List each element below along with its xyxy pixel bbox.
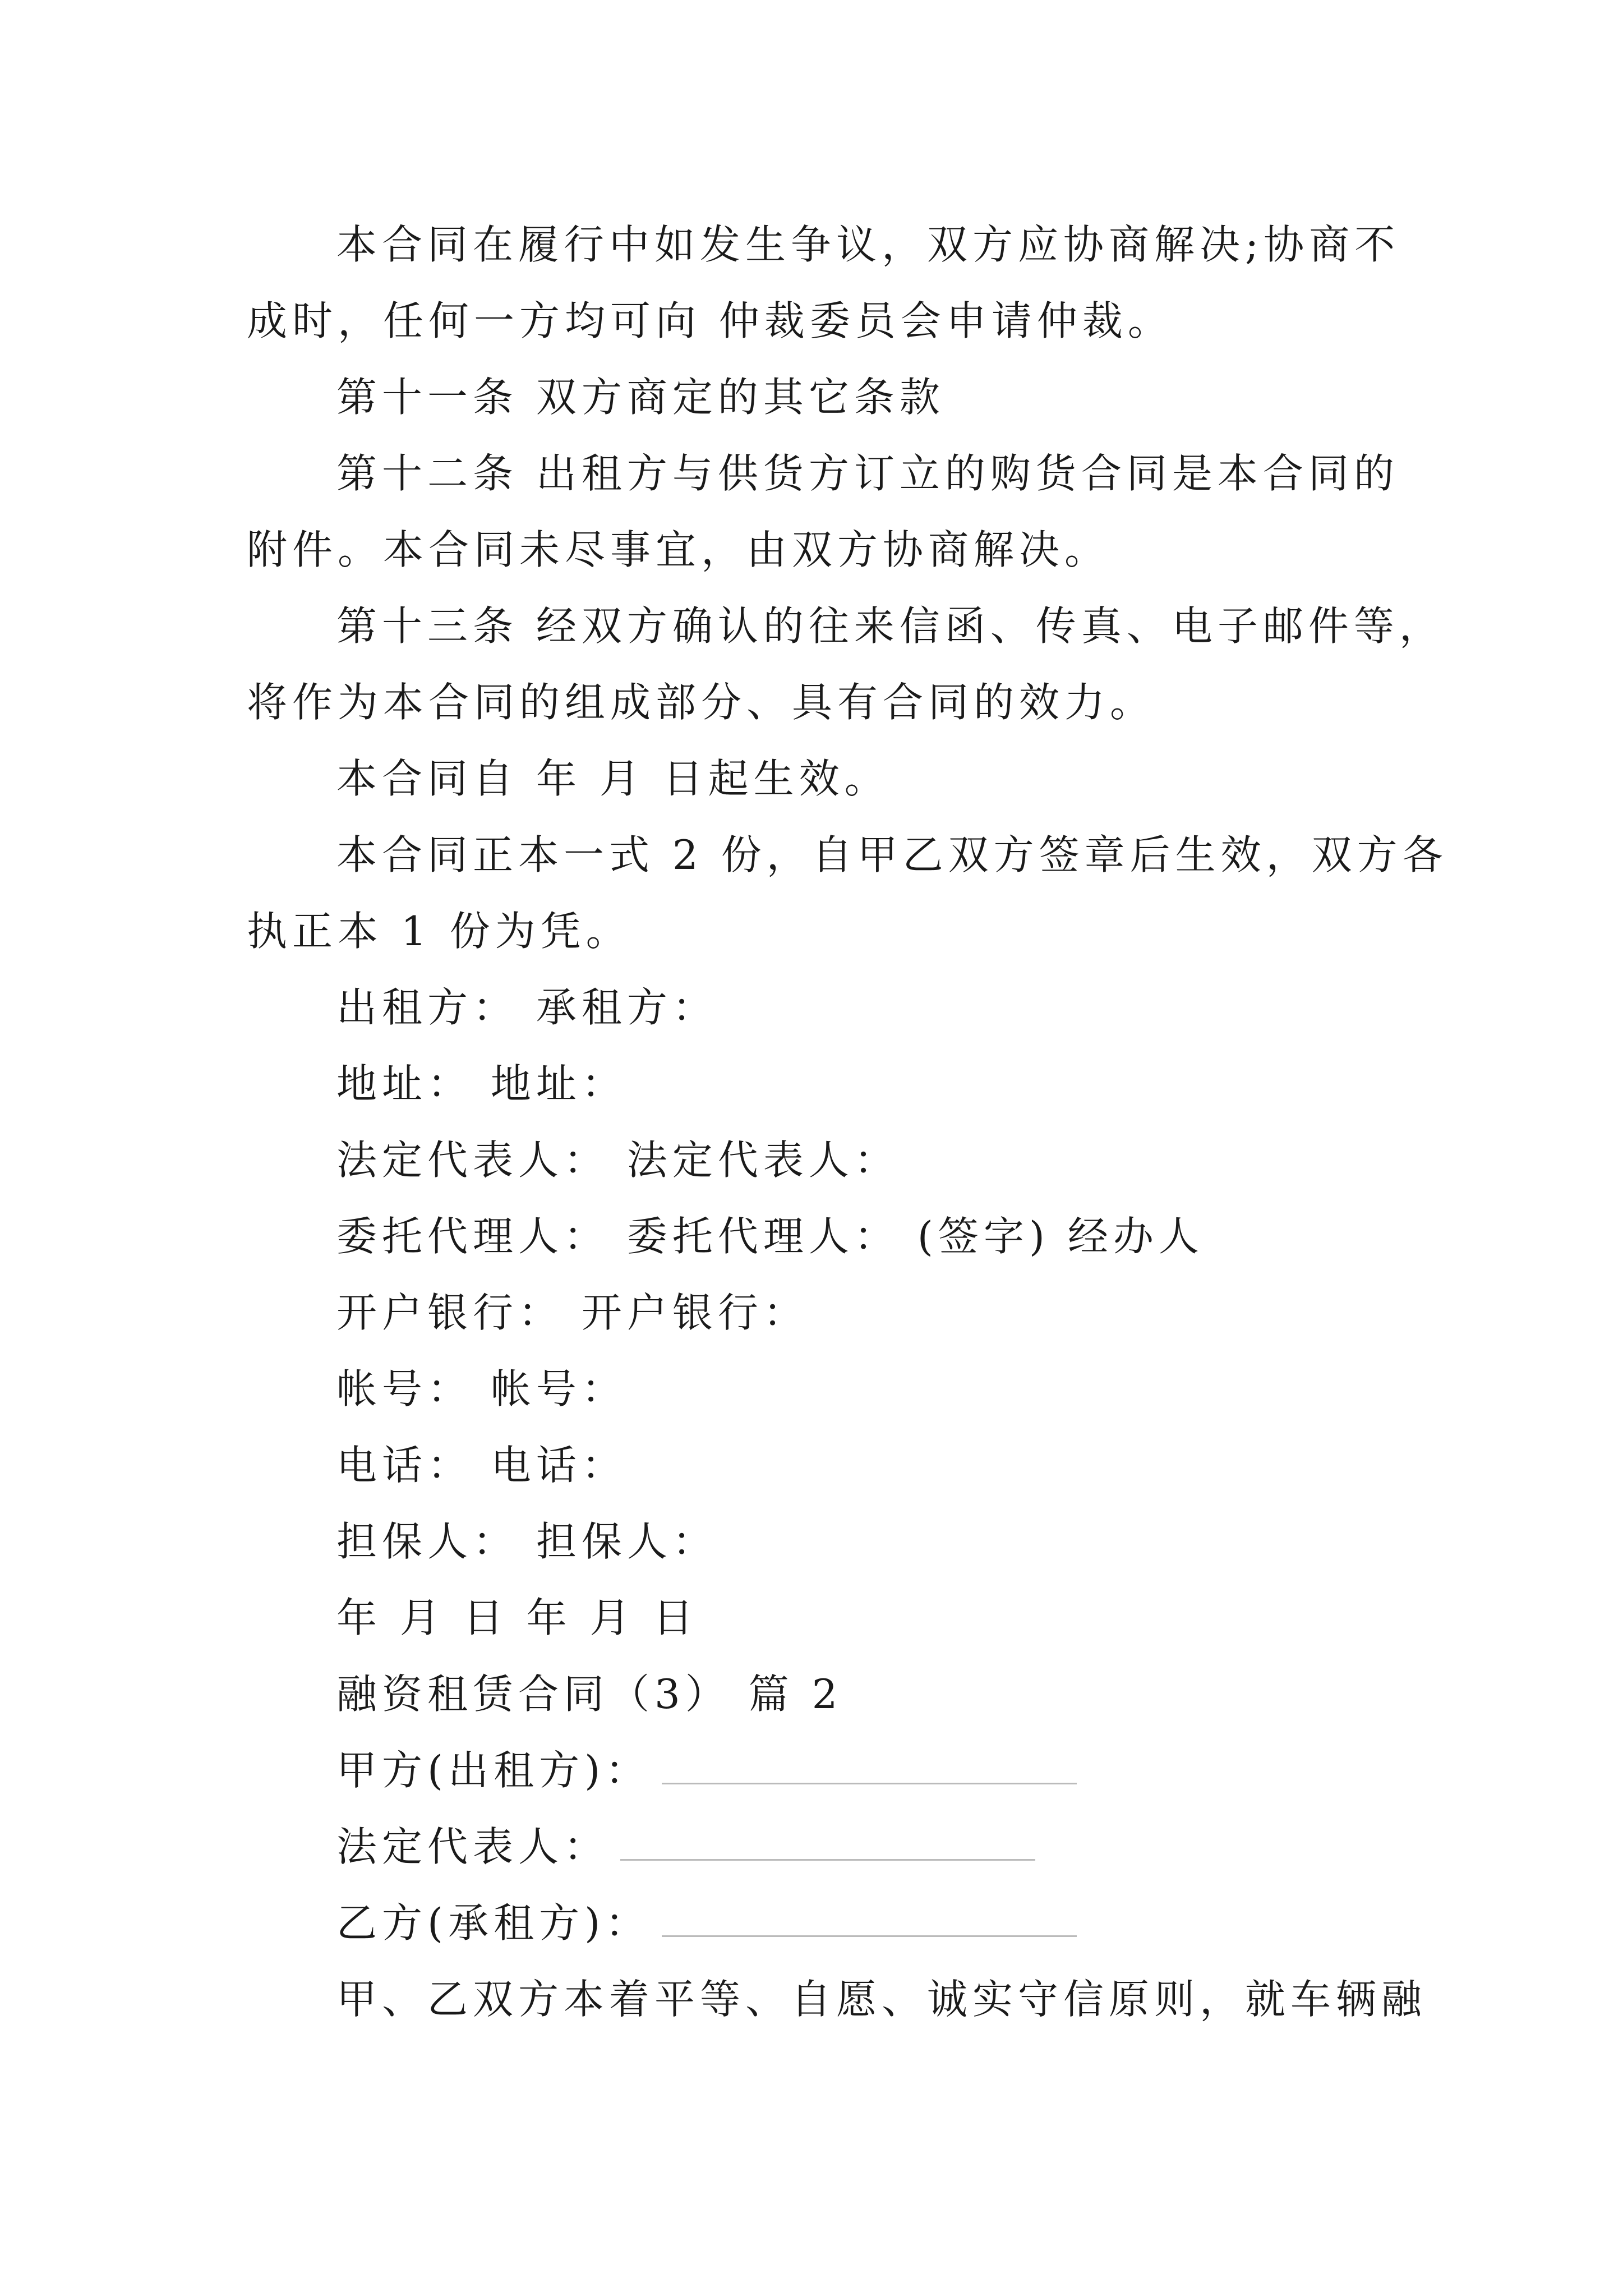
signature-address: 地址： 地址： — [336, 1060, 627, 1107]
legal-rep-label: 法定代表人： — [336, 1823, 610, 1870]
party-a-blank-field[interactable] — [662, 1749, 1077, 1784]
party-a-row — [336, 1731, 1077, 1810]
signature-guarantor: 担保人： 担保人： — [336, 1518, 718, 1565]
copies-clause-line-1: 本合同正本一式 2 份，自甲乙双方签章后生效，双方各 — [336, 831, 1448, 878]
party-b-label: 乙方(承租方)： — [336, 1899, 651, 1947]
signature-account: 帐号： 帐号： — [336, 1365, 627, 1412]
party-b-blank-field[interactable] — [662, 1902, 1077, 1937]
preamble-line-1: 甲、乙双方本着平等、自愿、诚实守信原则，就车辆融 — [336, 1976, 1427, 2023]
signature-bank: 开户银行： 开户银行： — [336, 1289, 809, 1336]
signature-dates: 年 月 日 年 月 日 — [336, 1594, 699, 1641]
article-11: 第十一条 双方商定的其它条款 — [336, 374, 945, 421]
article-12-line-1: 第十二条 出租方与供货方订立的购货合同是本合同的 — [336, 450, 1399, 497]
paragraph-dispute-line-1: 本合同在履行中如发生争议，双方应协商解决;协商不 — [336, 221, 1400, 268]
article-12-line-2: 附件。本合同未尽事宜，由双方协商解决。 — [247, 526, 1110, 573]
paragraph-dispute-line-2: 成时，任何一方均可向 仲裁委员会申请仲裁。 — [247, 297, 1173, 344]
party-a-label: 甲方(出租方)： — [336, 1747, 651, 1794]
party-b-row — [336, 1884, 1077, 1962]
signature-legal-rep: 法定代表人： 法定代表人： — [336, 1137, 900, 1184]
copies-clause-line-2: 执正本 1 份为凭。 — [247, 908, 631, 955]
article-13-line-1: 第十三条 经双方确认的往来信函、传真、电子邮件等， — [336, 602, 1445, 650]
signature-phone: 电话： 电话： — [336, 1442, 627, 1489]
section-title-part-2: 融资租赁合同（3） 篇 2 — [336, 1671, 843, 1718]
effective-date-line: 本合同自 年 月 日起生效。 — [336, 755, 890, 802]
article-13-line-2: 将作为本合同的组成部分、具有合同的效力。 — [247, 679, 1156, 726]
signature-agent: 委托代理人： 委托代理人： (签字) 经办人 — [336, 1213, 1204, 1260]
legal-rep-blank-field[interactable] — [620, 1825, 1035, 1861]
legal-rep-row — [336, 1807, 1035, 1886]
signature-lessor-lessee: 出租方： 承租方： — [336, 984, 718, 1031]
